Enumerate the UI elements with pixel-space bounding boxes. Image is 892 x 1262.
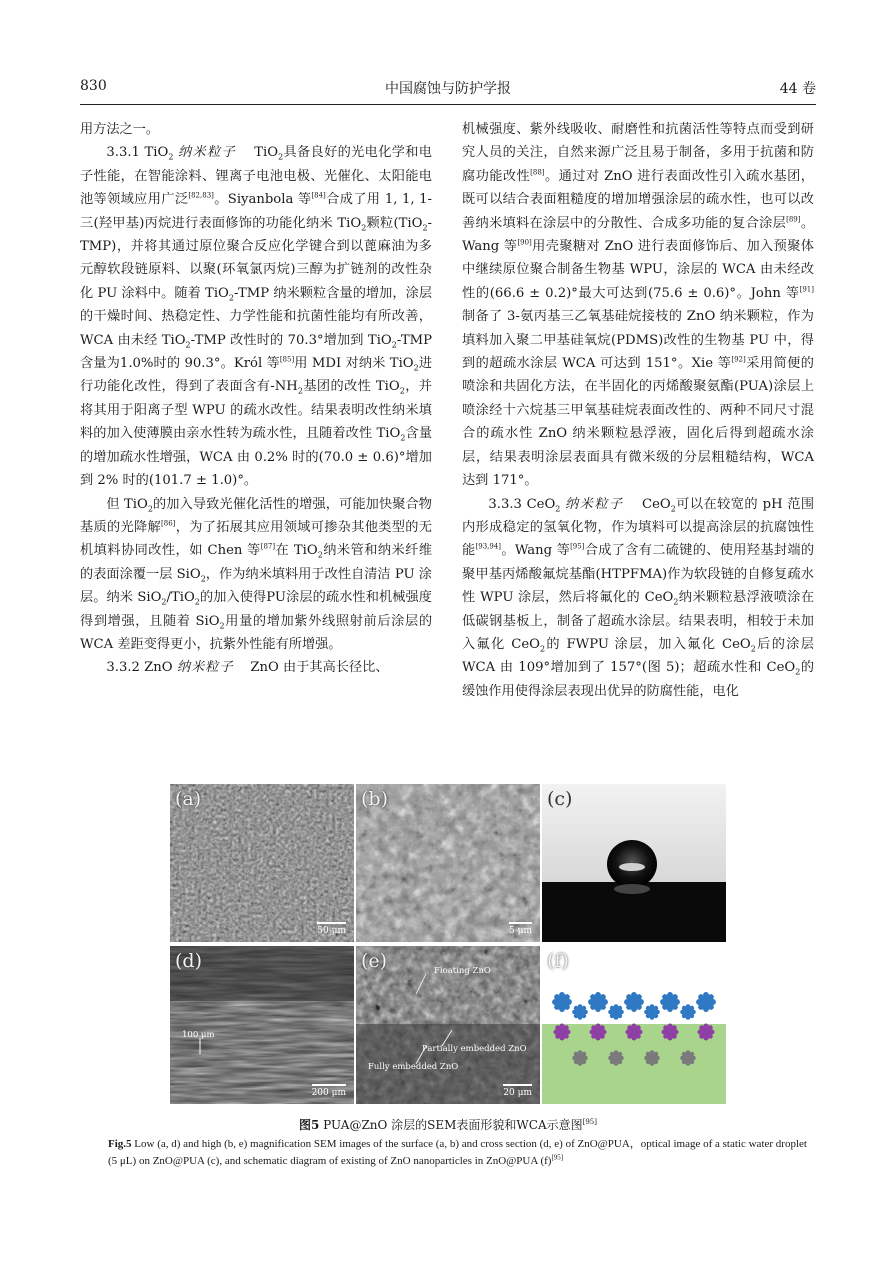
citation: [95] (582, 1118, 597, 1126)
panel-a-sem-image (170, 784, 354, 942)
scale-bar: 20 μm (503, 1088, 532, 1098)
citation: [95] (551, 1153, 564, 1162)
left-column (80, 118, 432, 680)
panel-b-sem-image (356, 784, 540, 942)
paragraph: 用方法之一。 (80, 122, 160, 137)
floating-zno-particle (552, 992, 572, 1012)
journal-title: 中国腐蚀与防护学报 (385, 81, 511, 97)
annotation-partially-embedded-zno: Partially embedded ZnO (422, 1044, 527, 1054)
section-3-3-1: 3.3.1 TiO$_2$ 纳米粒子 TiO$_2$具备良好的光电化学和电子性能，在智能涂料、锂离子电池电极、光催化、太阳能电池等领域应用广泛[82,83]。Siyanbola 等[84]合成了用 1, 1, 1-三(羟甲基)丙烷进行表面修饰的功能化纳米 TiO$_2$颗粒(TiO$_2$-TMP)，并将其通过原位聚合反应化学键合到以蓖麻油为多元醇软段链原料、以聚(环氧氯丙烷)三醇为扩链剂的改性杂化 PU 涂料中。随着 TiO$_2$-TMP 纳米颗粒含量的增加，涂层的干燥时间、热稳定性、力学性能和抗菌性能均有所改善，WCA 由未经 TiO$_2$-TMP 改性时的 70.3°增加到 TiO$_2$-TMP 含量为1.0%时的 90.3°。Król 等[85]用 MDI 对纳米 TiO$_2$进行功能化改性，得到了表面含有$-NH_2$基团的改性 TiO$_2$，并将其用于阳离子型 WPU 的疏水改性。结果表明改性纳米填料的加入使薄膜由亲水性转为疏水性，且随着改性 TiO$_2$含量的增加疏水性增强，WCA 由 0.2% 时的(70.0 ± 0.6)°增加到 2% 时的(101.7 ± 1.0)°。 (80, 145, 433, 489)
citation: [82,83] (188, 191, 214, 200)
floating-zno-particle (644, 1004, 660, 1020)
page-number: 830 (80, 78, 107, 94)
paragraph: 机械强度、紫外线吸收、耐磨性和抗菌活性等特点而受到研究人员的关注，自然来源广泛且易于制备，多用于抗菌和防腐功能改性[88]。通过对 ZnO 进行表面改性引入疏水基团，既可以结合表面粗糙度的增加增强涂层的疏水性，也可以改善纳米填料在涂层中的分散性、合成多功能的复合涂层[89]。Wang 等[90]用壳聚糖对 ZnO 进行表面修饰后、加入预聚体中继续原位聚合制备生物基 WPU，涂层的 WCA 由未经改性的(66.6 ± 0.2)°最大可达到(75.6 ± 0.6)°。John 等[91]制备了 3-氨丙基三乙氧基硅烷接枝的 ZnO 纳米颗粒，作为填料加入聚二甲基硅氧烷(PDMS)改性的生物基 PU 中，得到的超疏水涂层 WCA 可达到 151°。Xie 等[92]采用简便的喷涂和共固化方法，在半固化的丙烯酸聚氨酯(PUA)涂层上喷涂经十六烷基三甲氧基硅烷表面改性的、两种不同尺寸混合的疏水性 ZnO 纳米颗粒悬浮液，固化后得到超疏水涂层，结果表明涂层表面具有微米级的分层粗糙结构，WCA 达到 171°。 (462, 122, 815, 489)
partially-embedded-zno-particle (625, 1023, 642, 1040)
scale-bar: 200 μm (311, 1088, 346, 1098)
citation: [93,94] (475, 542, 502, 551)
floating-zno-particle (624, 992, 644, 1012)
citation: [86] (161, 519, 176, 528)
figure-caption-zh: 图5 PUA@ZnO 涂层的SEM表面形貌和WCA示意图[95] (299, 1118, 597, 1132)
citation: [87] (260, 542, 276, 551)
panel-label: (f) (547, 950, 569, 972)
scale-bar: 5 μm (509, 926, 532, 936)
panel-f-schematic (542, 946, 726, 1104)
floating-zno-particle (696, 992, 716, 1012)
figure-number: 图5 (299, 1118, 320, 1132)
paragraph: 但 TiO$_2$的加入导致光催化活性的增强，可能加快聚合物基质的光降解[86]，为了拓展其应用领域可掺杂其他类型的无机填料协同改性，如 Chen 等[87]在 TiO$_2$纳米管和纳米纤维的表面涂覆一层 SiO$_2$，作为纳米填料用于改性自清洁 PU 涂层。纳米 SiO$_2$/TiO$_2$的加入使得PU涂层的疏水性和机械强度得到增强，且随着 SiO$_2$用量的增加紫外线照射前后涂层的 WCA 差距变得更小，抗紫外性能有所增强。 (80, 496, 433, 652)
panel-label: (c) (547, 788, 573, 810)
section-3-3-3: 3.3.3 CeO$_2$ 纳米粒子 CeO$_2$可以在较宽的 pH 范围内形成稳定的氢氧化物，作为填料可以提高涂层的抗腐蚀性能[93,94]。Wang 等[95]合成了含有二硫键的、使用羟基封端的聚甲基丙烯酸氟烷基酯(HTPFMA)作为软段链的自修复疏水性 WPU 涂层，然后将氟化的 CeO$_2$纳米颗粒悬浮液喷涂在低碳钢基板上，制备了超疏水涂层。结果表明，相较于未加入氟化 CeO$_2$的 FWPU 涂层，加入氟化 CeO$_2$后的涂层 WCA 由 109°增加到了 157°(图 5)；超疏水性和 CeO$_2$的缓蚀作用使得涂层表现出优异的防腐性能，电化 (462, 496, 815, 699)
citation: [91] (799, 285, 814, 294)
volume-label: 44 卷 (779, 81, 816, 97)
citation: [88] (530, 168, 545, 177)
fully-embedded-zno-particle (680, 1050, 696, 1066)
citation: [95] (570, 542, 585, 551)
panel-label: (d) (175, 950, 202, 972)
partially-embedded-zno-particle (553, 1023, 570, 1040)
annotation-floating-zno: Floating ZnO (434, 966, 491, 976)
floating-zno-particle (588, 992, 608, 1012)
thickness-annotation: 100 μm (182, 1030, 215, 1040)
section-title: 纳米粒子 (565, 496, 624, 512)
running-header (80, 78, 816, 100)
right-column (462, 118, 814, 703)
panel-label: (a) (175, 788, 202, 810)
section-number: 3.3.3 CeO (488, 496, 556, 512)
panel-label: (b) (361, 788, 388, 810)
zno-distribution-schematic (542, 946, 726, 1104)
fully-embedded-zno-particle (572, 1050, 588, 1066)
section-number: 3.3.2 ZnO (106, 660, 173, 676)
header-rule (80, 104, 816, 105)
citation: [92] (731, 355, 746, 364)
partially-embedded-zno-particle (697, 1023, 714, 1040)
fully-embedded-zno-particle (644, 1050, 660, 1066)
partially-embedded-zno-particle (589, 1023, 606, 1040)
figure-5 (170, 784, 726, 1106)
section-3-3-2: 3.3.2 ZnO 纳米粒子 ZnO 由于其高长径比、 (106, 660, 389, 676)
fully-embedded-zno-particle (608, 1050, 624, 1066)
floating-zno-particle (680, 1004, 696, 1020)
section-title: 纳米粒子 (177, 145, 237, 161)
panel-e-cross-section (356, 946, 540, 1104)
partially-embedded-zno-particle (661, 1023, 678, 1040)
floating-zno-particle (572, 1004, 588, 1020)
figure-caption-en: Fig.5 Low (a, d) and high (b, e) magnification SEM images of the surface (a, b) and cross section (d, e) of ZnO@PUA，optical image of a static water droplet (5 μL) on ZnO@PUA (c), and schematic diagram of existing of ZnO nanoparticles in ZnO@PUA (f)[95] (108, 1138, 807, 1167)
panel-label: (e) (361, 950, 388, 972)
section-number: 3.3.1 TiO (106, 145, 169, 161)
floating-zno-particle (660, 992, 680, 1012)
citation: [89] (786, 215, 801, 224)
section-title: 纳米粒子 (176, 660, 234, 676)
citation: [85] (279, 355, 295, 364)
panel-c-droplet-image (542, 784, 726, 942)
citation: [84] (311, 191, 326, 200)
figure-number: Fig.5 (108, 1138, 132, 1150)
floating-zno-particle (608, 1004, 624, 1020)
annotation-fully-embedded-zno: Fully embedded ZnO (368, 1062, 459, 1072)
citation: [90] (517, 238, 532, 247)
panel-d-cross-section (170, 946, 354, 1104)
scale-bar: 50 μm (317, 926, 346, 936)
